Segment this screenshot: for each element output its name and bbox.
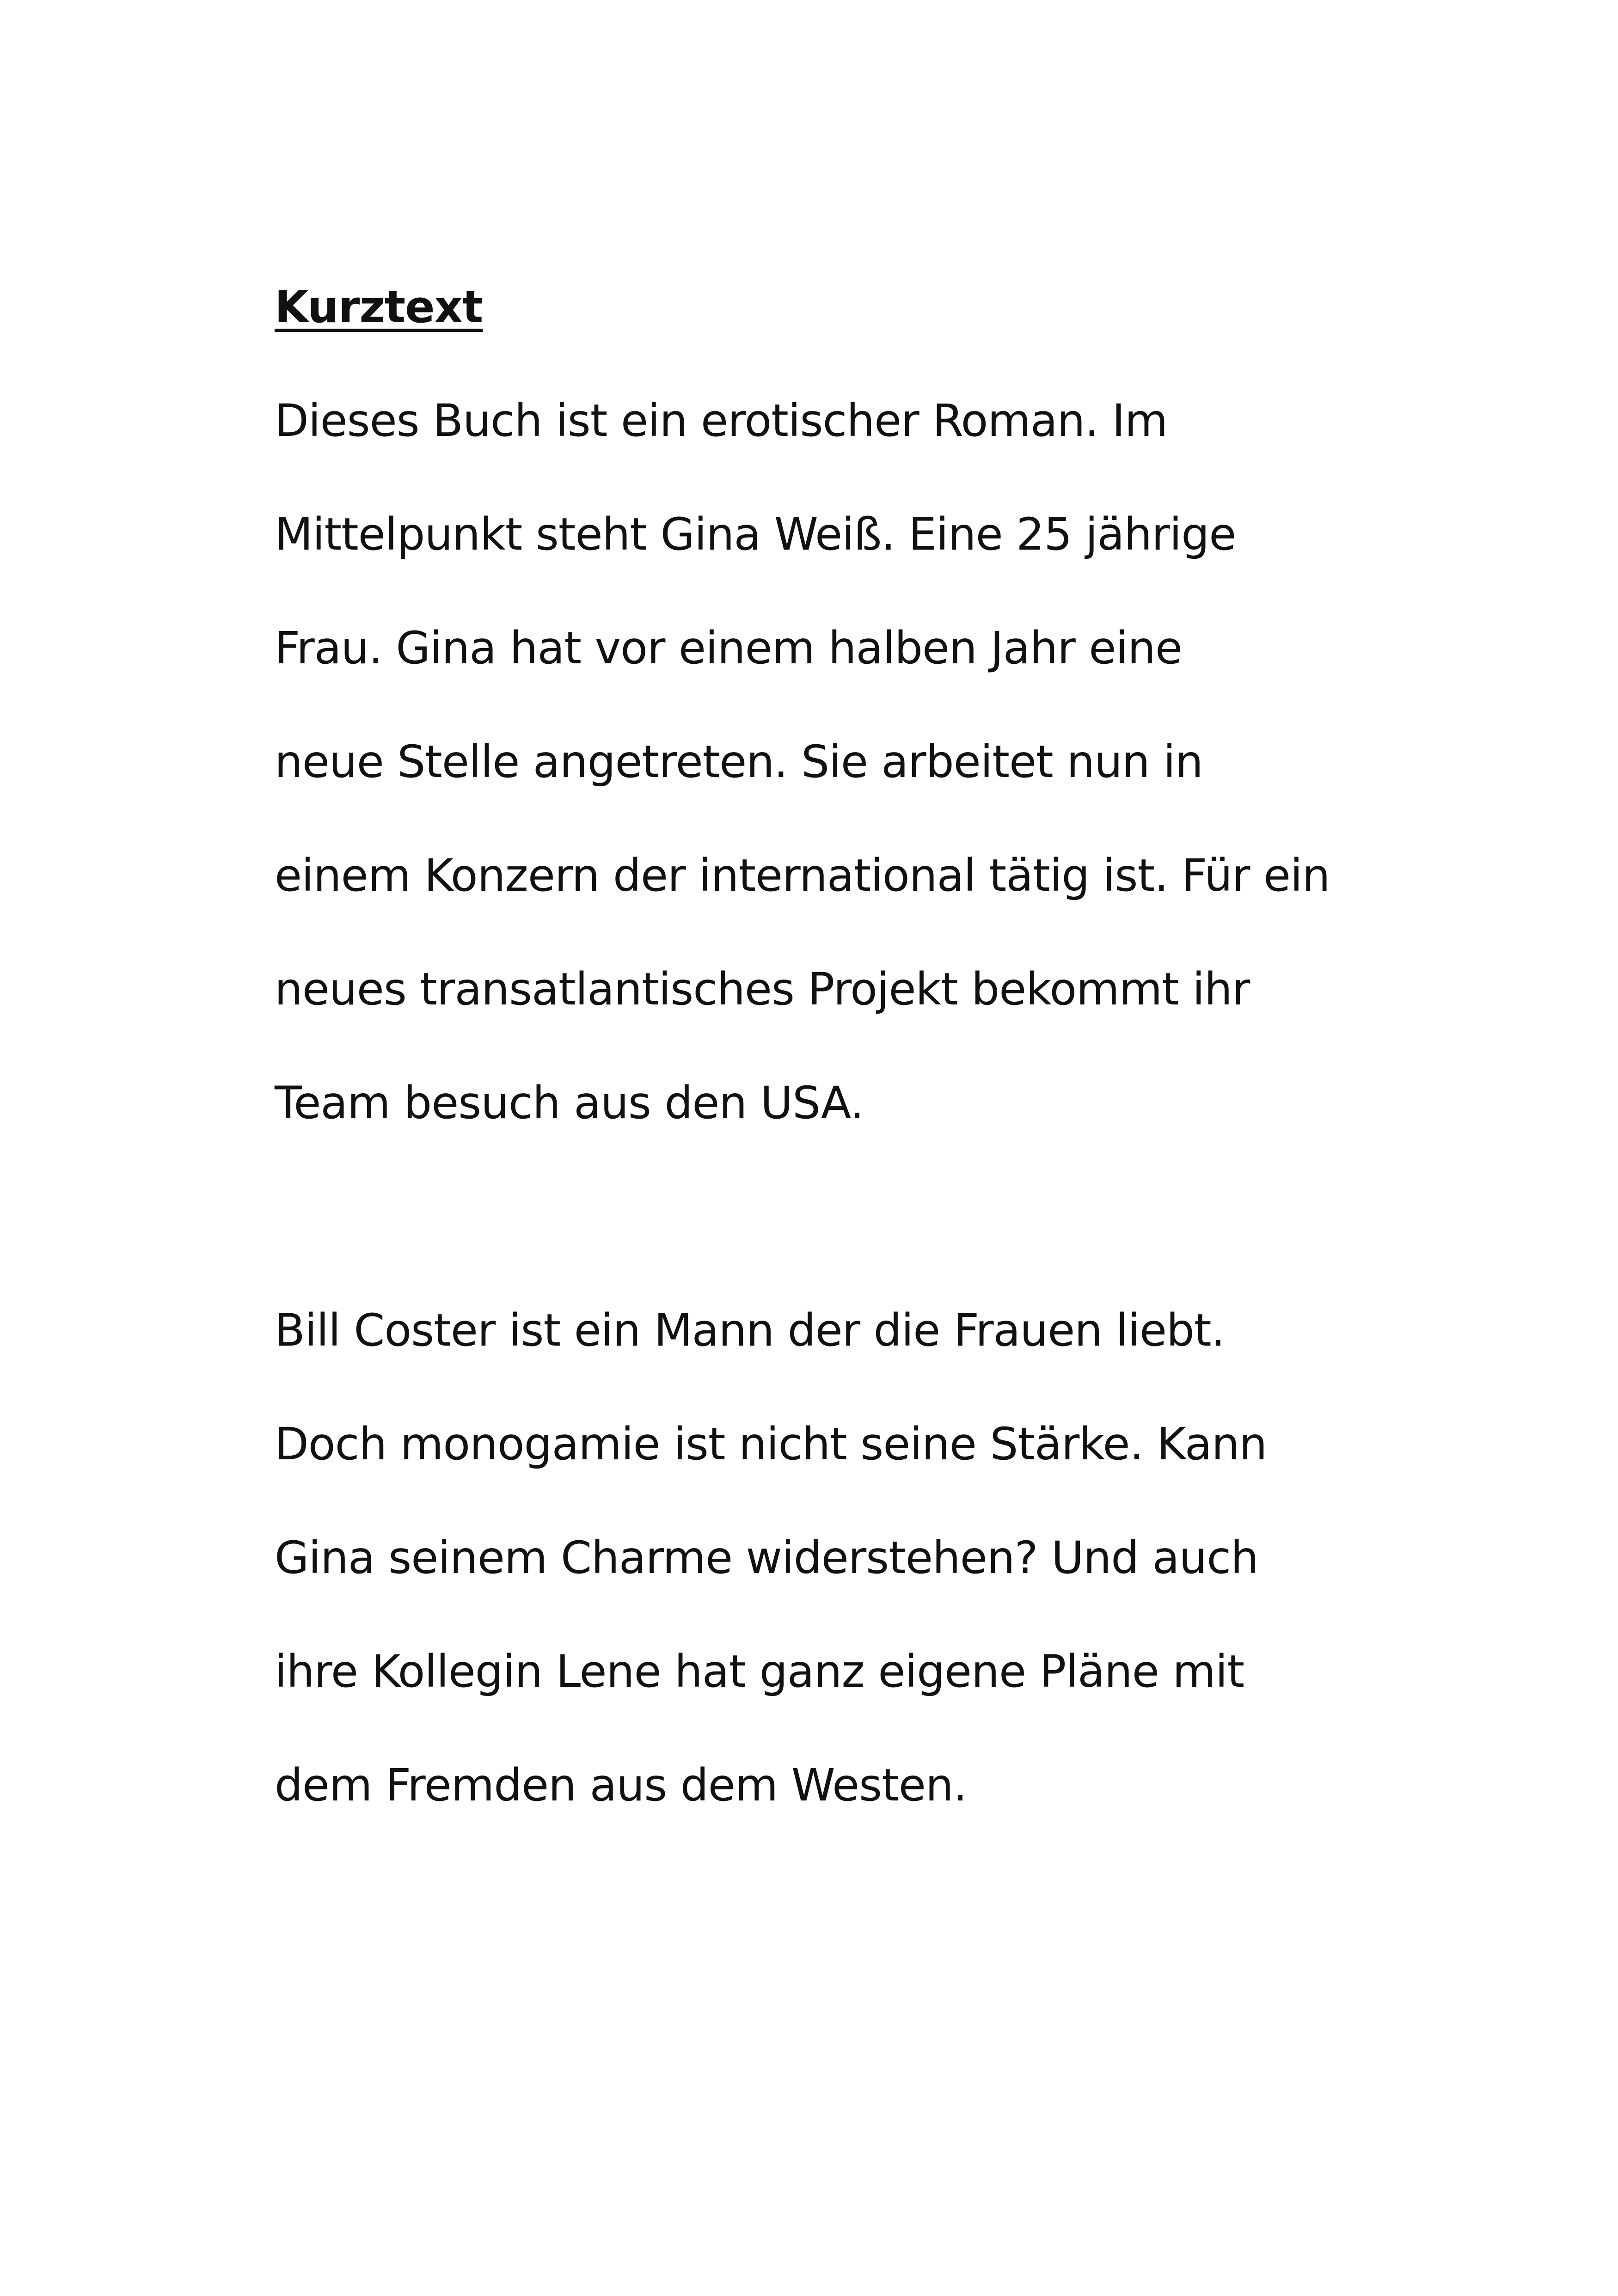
text-line: einem Konzern der international tätig ist. Für ein [275, 850, 1330, 901]
text-line: dem Fremden aus dem Westen. [275, 1759, 967, 1811]
document-heading: Kurztext [275, 282, 483, 333]
text-line: Mittelpunkt steht Gina Weiß. Eine 25 jährige [275, 508, 1236, 560]
text-line: Doch monogamie ist nicht seine Stärke. Kann [275, 1418, 1267, 1470]
text-line: Dieses Buch ist ein erotischer Roman. Im [275, 395, 1168, 447]
text-line: Team besuch aus den USA. [275, 1077, 864, 1129]
paragraph-intro [275, 364, 1330, 1160]
text-line: Frau. Gina hat vor einem halben Jahr eine [275, 622, 1182, 674]
text-line: neues transatlantisches Projekt bekommt ihr [275, 963, 1250, 1015]
text-line: Bill Coster ist ein Mann der die Frauen liebt. [275, 1304, 1225, 1356]
paragraph-second [275, 1274, 1267, 1842]
text-line: ihre Kollegin Lene hat ganz eigene Pläne mit [275, 1646, 1244, 1697]
text-line: Gina seinem Charme widerstehen? Und auch [275, 1532, 1258, 1584]
text-line: neue Stelle angetreten. Sie arbeitet nun in [275, 736, 1203, 788]
